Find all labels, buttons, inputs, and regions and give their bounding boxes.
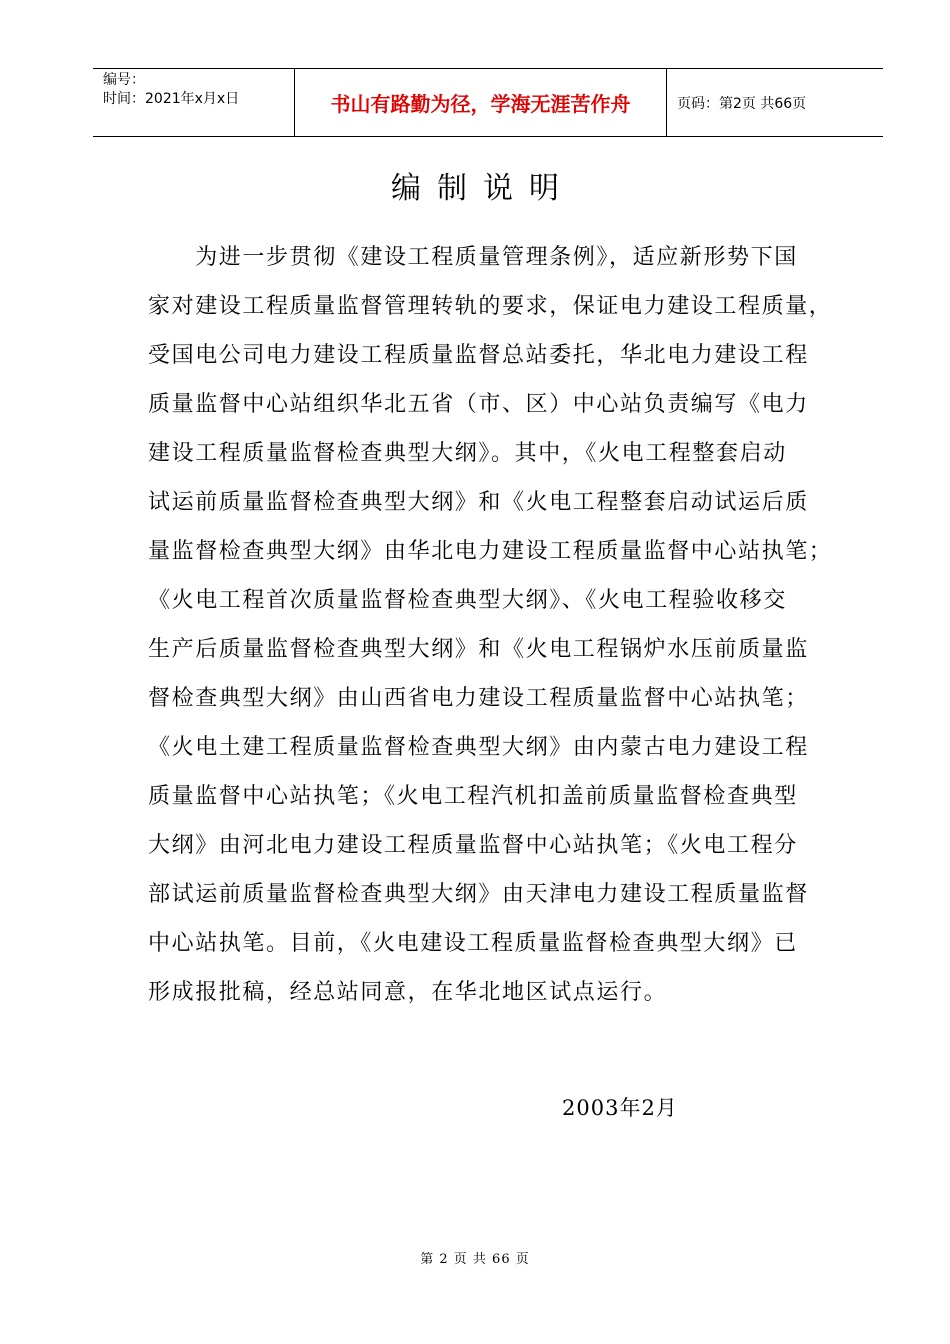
body-line: 为进一步贯彻《建设工程质量管理条例》，适应新形势下国 <box>148 245 798 270</box>
body-line: 质量监督中心站执笔；《火电工程汽机扣盖前质量监督检查典型 <box>148 784 798 809</box>
body-line: 质量监督中心站组织华北五省（市、区）中心站负责编写《电力 <box>148 392 809 417</box>
body-line: 部试运前质量监督检查典型大纲》由天津电力建设工程质量监督 <box>148 882 809 907</box>
page-footer: 第 2 页 共 66 页 <box>420 1252 530 1267</box>
body-paragraph <box>148 238 838 1022</box>
body-line: 建设工程质量监督检查典型大纲》。其中，《火电工程整套启动 <box>148 441 787 466</box>
body-line: 量监督检查典型大纲》由华北电力建设工程质量监督中心站执笔； <box>148 539 833 564</box>
body-line: 大纲》由河北电力建设工程质量监督中心站执笔；《火电工程分 <box>148 833 798 858</box>
body-line: 家对建设工程质量监督管理转轨的要求，保证电力建设工程质量， <box>148 294 833 319</box>
page-code: 页码：第2页 共66页 <box>677 95 807 112</box>
page-header <box>93 68 883 137</box>
number-label: 编号： <box>103 72 145 88</box>
document-title: 编制说明 <box>391 171 575 206</box>
body-line: 《火电土建工程质量监督检查典型大纲》由内蒙古电力建设工程 <box>148 735 809 760</box>
header-meta-cell <box>93 69 295 136</box>
body-line: 试运前质量监督检查典型大纲》和《火电工程整套启动试运后质 <box>148 490 809 515</box>
body-line: 督检查典型大纲》由山西省电力建设工程质量监督中心站执笔； <box>148 686 809 711</box>
header-motto-cell <box>295 69 667 136</box>
body-line: 中心站执笔。目前，《火电建设工程质量监督检查典型大纲》已 <box>148 931 798 956</box>
motto-text: 书山有路勤为径，学海无涯苦作舟 <box>330 92 631 116</box>
body-line: 形成报批稿，经总站同意，在华北地区试点运行。 <box>148 980 668 1005</box>
body-line: 受国电公司电力建设工程质量监督总站委托，华北电力建设工程 <box>148 343 809 368</box>
body-line: 生产后质量监督检查典型大纲》和《火电工程锅炉水压前质量监 <box>148 637 809 662</box>
time-label: 时间：2021年x月x日 <box>103 91 240 107</box>
header-page-cell <box>667 69 883 136</box>
body-line: 《火电工程首次质量监督检查典型大纲》、《火电工程验收移交 <box>148 588 787 613</box>
document-date: 2003年2月 <box>562 1096 678 1120</box>
